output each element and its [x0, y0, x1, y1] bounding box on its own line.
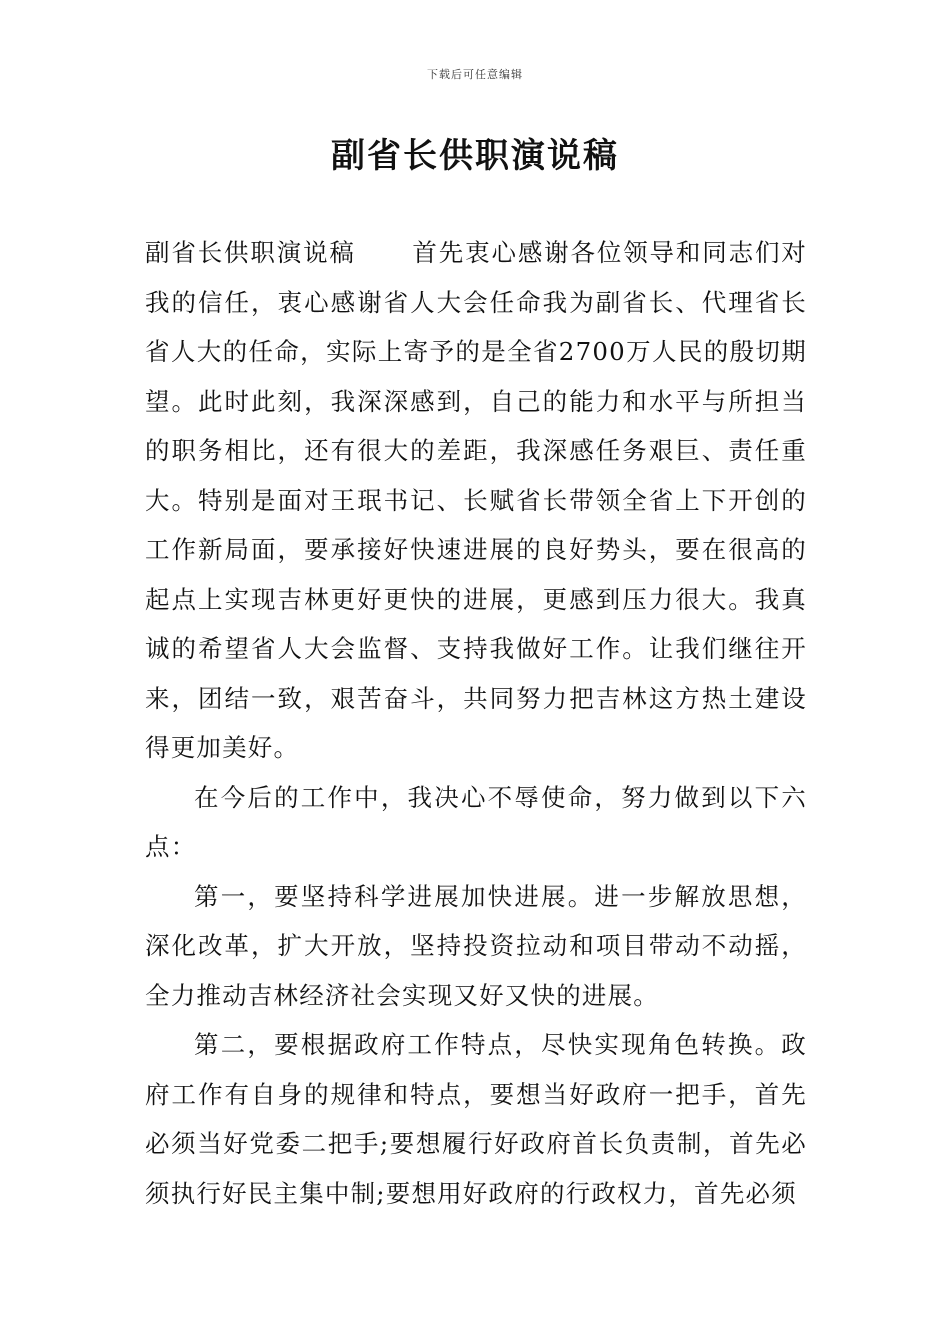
paragraph-3: 第一，要坚持科学进展加快进展。进一步解放思想，深化改革，扩大开放，坚持投资拉动和项目带动不动摇，全力推动吉林经济社会实现又好又快的进展。 — [145, 881, 807, 1010]
header-note: 下载后可任意编辑 — [427, 68, 523, 81]
paragraph-lead-title: 副省长供职演说稿 — [145, 238, 356, 267]
paragraph-4: 第二，要根据政府工作特点，尽快实现角色转换。政府工作有自身的规律和特点，要想当好政府一把手，首先必须当好党委二把手;要想履行好政府首长负责制，首先必须执行好民主集中制;要想用好政府的行政权力，首先必须 — [145, 1030, 807, 1208]
paragraph-2: 在今后的工作中，我决心不辱使命，努力做到以下六点： — [145, 782, 807, 861]
document-body — [145, 228, 807, 1218]
document-title: 副省长供职演说稿 — [331, 136, 619, 176]
paragraph-1-text: 首先衷心感谢各位领导和同志们对我的信任，衷心感谢省人大会任命我为副省长、代理省长省人大的任命，实际上寄予的是全省2700万人民的殷切期望。此时此刻，我深深感到，自己的能力和水平与所担当的职务相比，还有很大的差距，我深感任务艰巨、责任重大。特别是面对王珉书记、长赋省长带领全省上下开创的工作新局面，要承接好快速进展的良好势头，要在很高的起点上实现吉林更好更快的进展，更感到压力很大。我真诚的希望省人大会监督、支持我做好工作。让我们继往开来，团结一致，艰苦奋斗，共同努力把吉林这方热土建设得更加美好。 — [145, 238, 807, 762]
paragraph-1 — [145, 228, 807, 773]
